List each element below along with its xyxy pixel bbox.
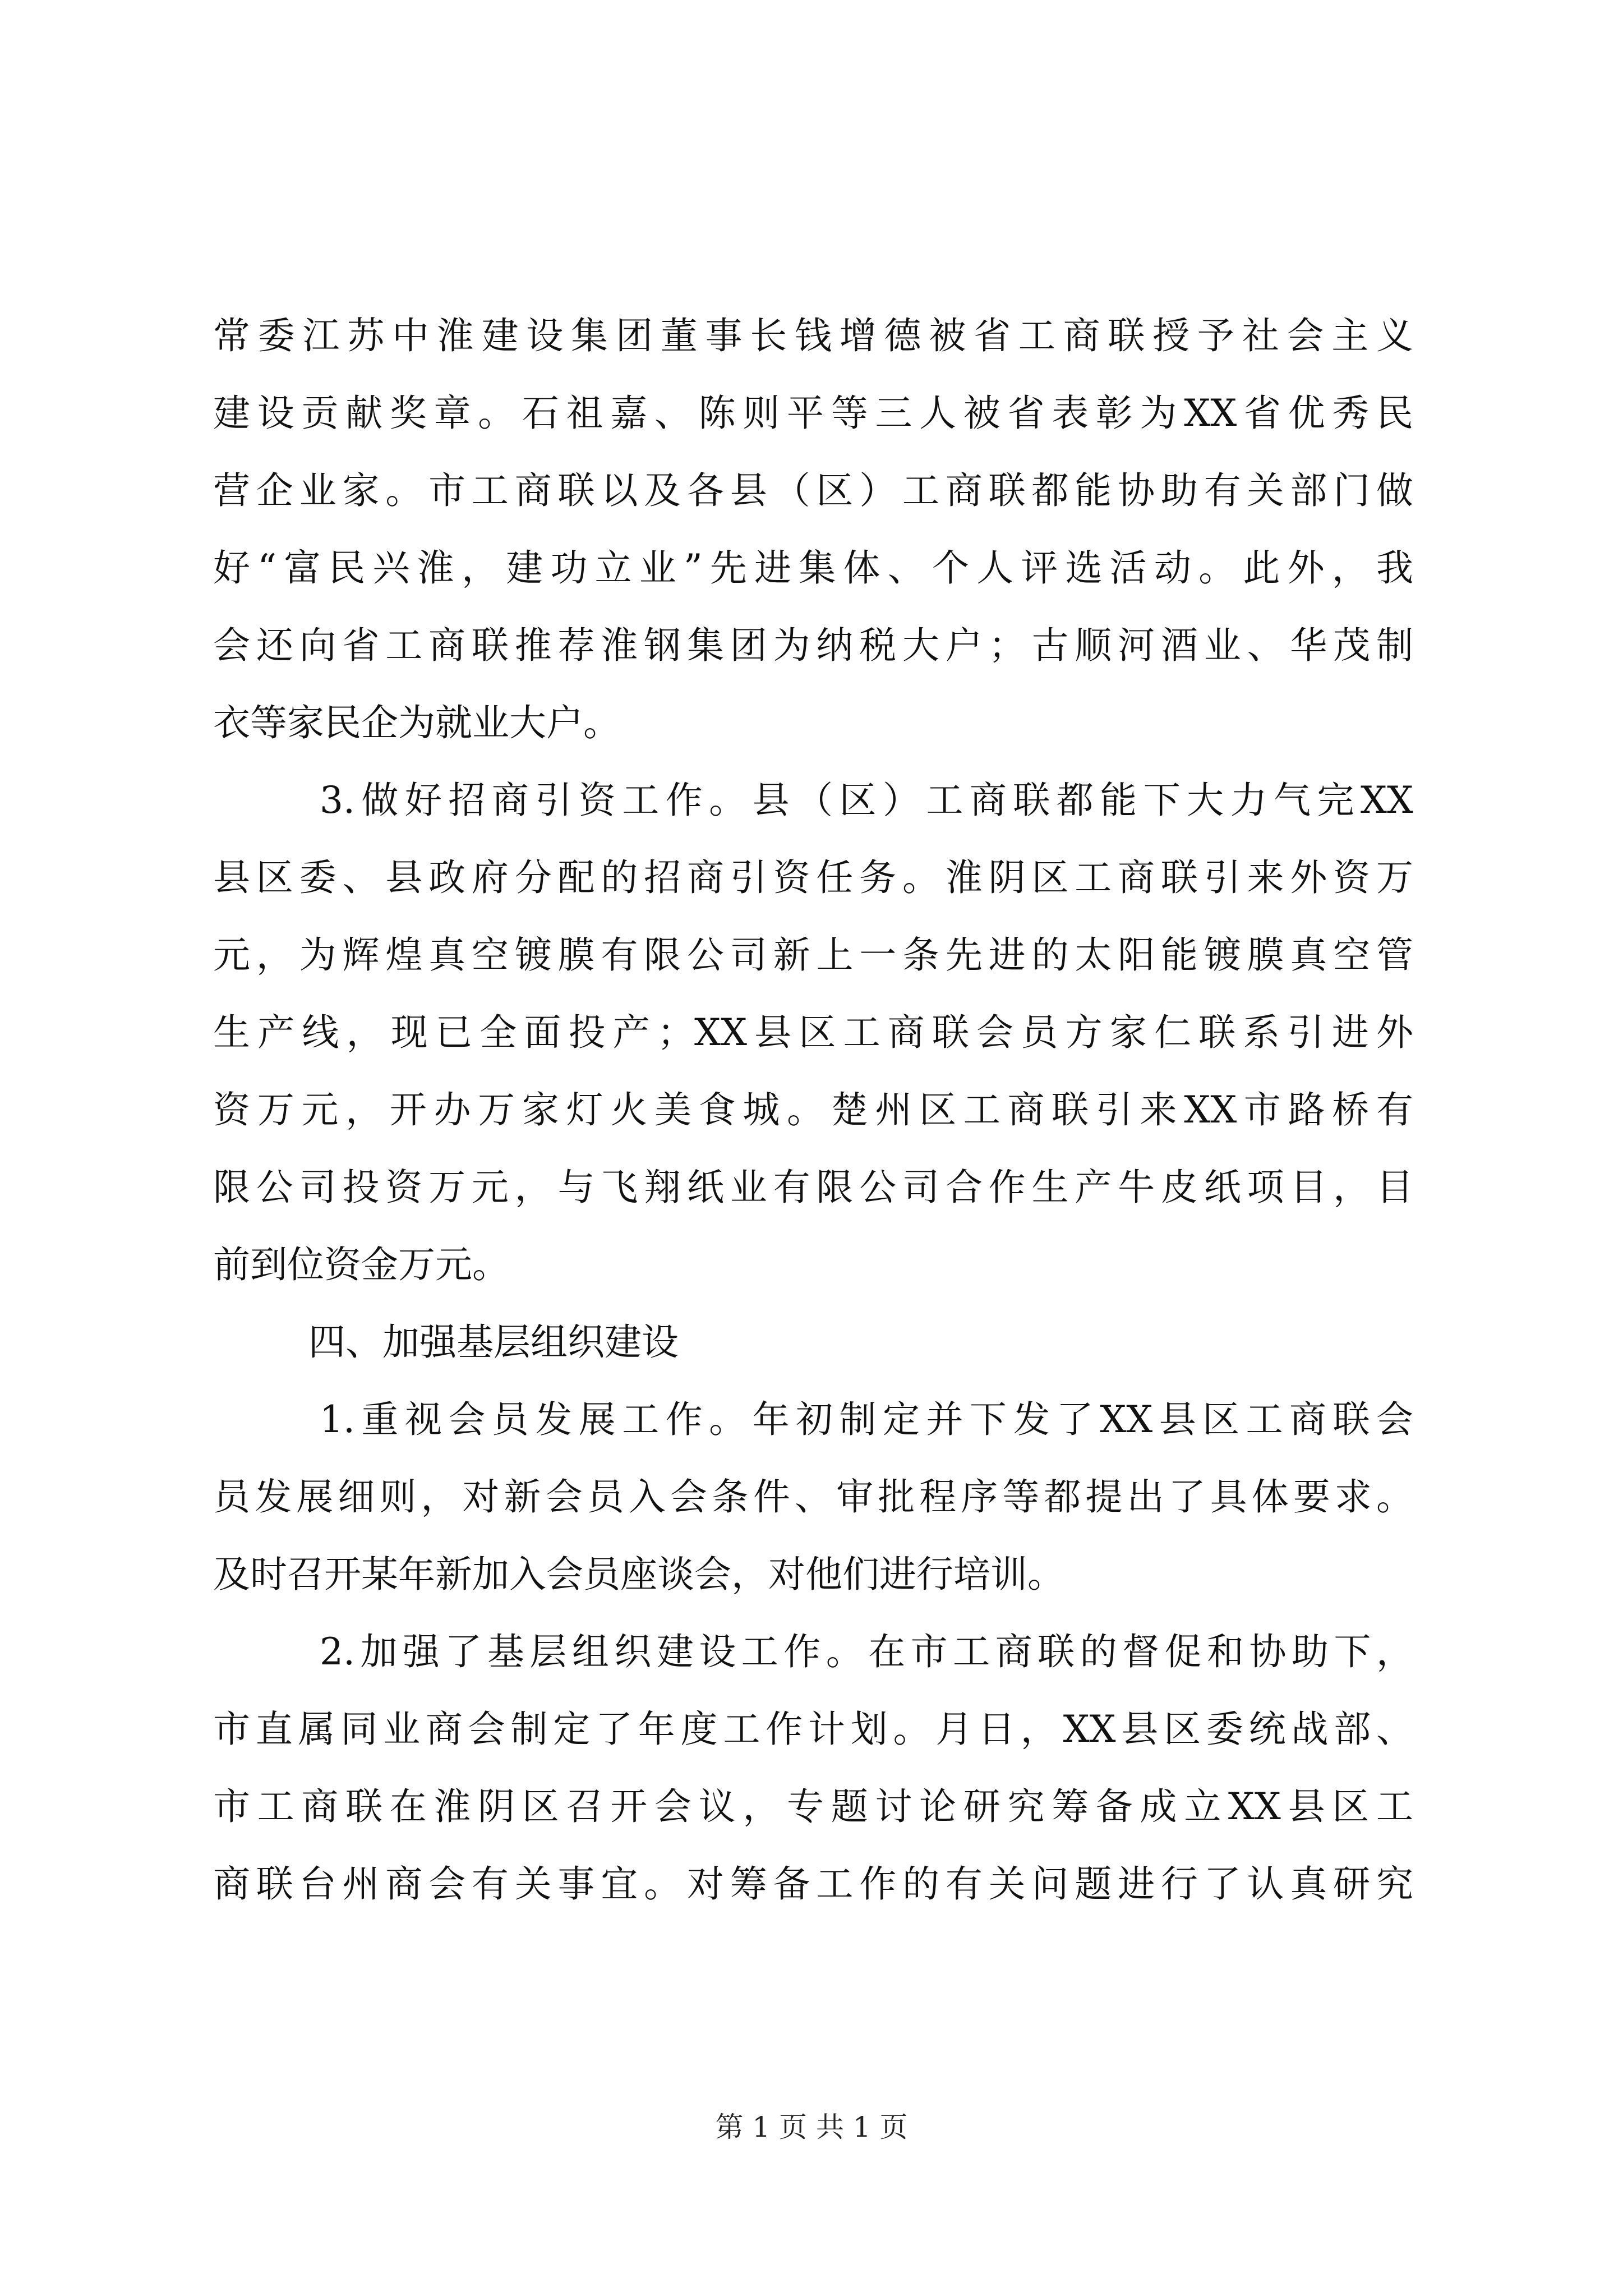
paragraph-line: 市直属同业商会制定了年度工作计划。月日，XX县区委统战部、 bbox=[213, 1708, 1413, 1751]
paragraph-line: 元，为辉煌真空镀膜有限公司新上一条先进的太阳能镀膜真空管 bbox=[213, 933, 1413, 977]
paragraph-line: 市工商联在淮阴区召开会议，专题讨论研究筹备成立XX县区工 bbox=[213, 1785, 1413, 1828]
paragraph-line: 3.做好招商引资工作。县（区）工商联都能下大力气完XX bbox=[320, 779, 1413, 822]
paragraph-line: 商联台州商会有关事宜。对筹备工作的有关问题进行了认真研究 bbox=[213, 1862, 1413, 1906]
paragraph-line: 衣等家民企为就业大户。 bbox=[213, 701, 620, 744]
paragraph-line: 及时召开某年新加入会员座谈会，对他们进行培训。 bbox=[213, 1553, 1064, 1596]
paragraph-line: 营企业家。市工商联以及各县（区）工商联都能协助有关部门做 bbox=[213, 469, 1413, 512]
paragraph-line: 1.重视会员发展工作。年初制定并下发了XX县区工商联会 bbox=[320, 1398, 1413, 1441]
paragraph-line: 2.加强了基层组织建设工作。在市工商联的督促和协助下， bbox=[320, 1630, 1413, 1673]
paragraph-line: 限公司投资万元，与飞翔纸业有限公司合作生产牛皮纸项目，目 bbox=[213, 1166, 1413, 1209]
section-heading: 四、加强基层组织建设 bbox=[308, 1320, 679, 1364]
paragraph-line: 好“富民兴淮，建功立业”先进集体、个人评选活动。此外，我 bbox=[213, 546, 1413, 590]
paragraph-line: 员发展细则，对新会员入会条件、审批程序等都提出了具体要求。 bbox=[213, 1475, 1413, 1519]
paragraph-line: 生产线，现已全面投产；XX县区工商联会员方家仁联系引进外 bbox=[213, 1011, 1413, 1054]
paragraph-line: 会还向省工商联推荐淮钢集团为纳税大户；古顺河酒业、华茂制 bbox=[213, 624, 1413, 667]
document-body bbox=[213, 297, 1413, 1923]
paragraph-line: 建设贡献奖章。石祖嘉、陈则平等三人被省表彰为XX省优秀民 bbox=[213, 392, 1413, 435]
page-footer: 第 1 页 共 1 页 bbox=[715, 2111, 908, 2143]
paragraph-line: 县区委、县政府分配的招商引资任务。淮阴区工商联引来外资万 bbox=[213, 856, 1413, 899]
paragraph-line: 前到位资金万元。 bbox=[213, 1243, 509, 1286]
paragraph-line: 常委江苏中淮建设集团董事长钱增德被省工商联授予社会主义 bbox=[213, 314, 1413, 357]
paragraph-line: 资万元，开办万家灯火美食城。楚州区工商联引来XX市路桥有 bbox=[213, 1088, 1413, 1131]
